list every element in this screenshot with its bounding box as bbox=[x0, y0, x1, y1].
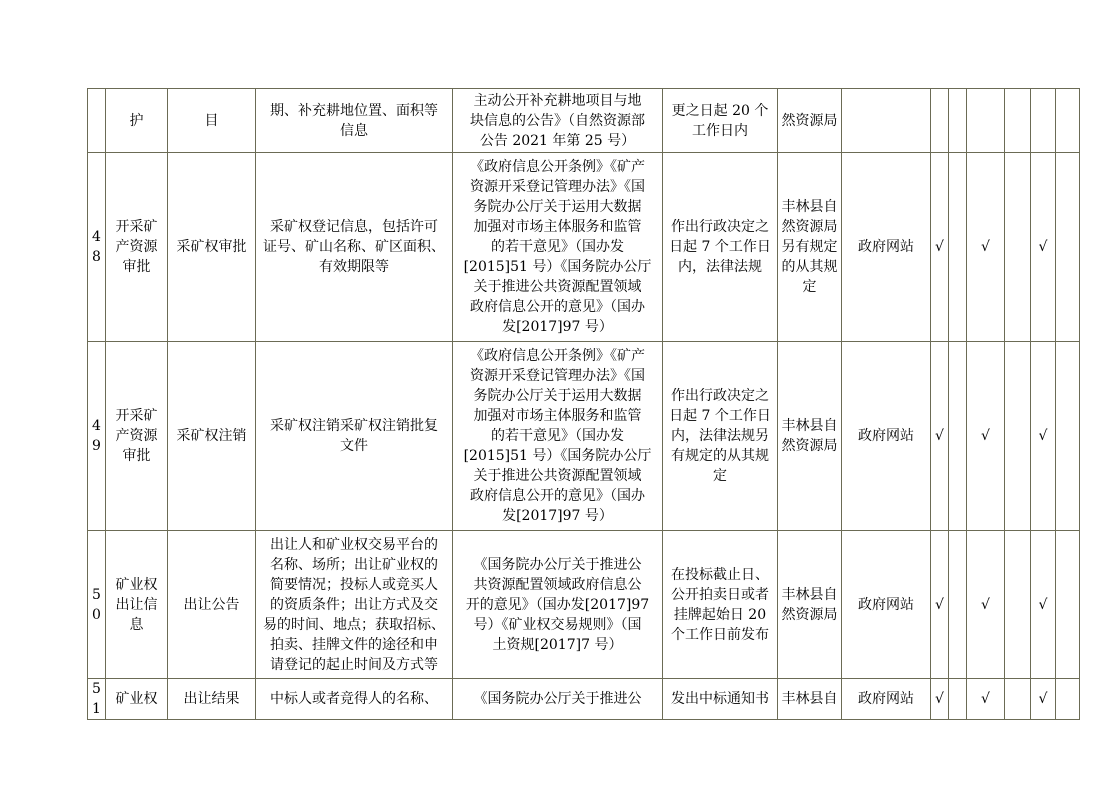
content-cell: 采矿权注销采矿权注销批复 文件 bbox=[256, 342, 453, 531]
subject-cell: 丰林县自 然资源局 bbox=[778, 342, 842, 531]
basis-cell: 《国务院办公厅关于推进公 共资源配置领域政府信息公 开的意见》（国办发[2017]97 号）《矿业权交易规则》（国 土资规[2017]7 号） bbox=[453, 531, 663, 679]
check-cell-5: √ bbox=[1031, 531, 1056, 679]
item-cell: 采矿权注销 bbox=[168, 342, 256, 531]
category-cell: 护 bbox=[106, 89, 168, 153]
check-cell-6 bbox=[1056, 531, 1080, 679]
content-cell: 中标人或者竞得人的名称、 bbox=[256, 679, 453, 720]
table-row bbox=[88, 342, 1080, 531]
time-limit-cell: 在投标截止日、 公开拍卖日或者 挂牌起始日 20 个工作日前发布 bbox=[663, 531, 778, 679]
category-cell: 开采矿 产资源 审批 bbox=[106, 153, 168, 342]
basis-cell: 主动公开补充耕地项目与地 块信息的公告》（自然资源部 公告 2021 年第 25 号） bbox=[453, 89, 663, 153]
row-number: 50 bbox=[88, 531, 106, 679]
channel-cell: 政府网站 bbox=[842, 342, 931, 531]
table-row bbox=[88, 679, 1080, 720]
basis-cell: 《政府信息公开条例》《矿产 资源开采登记管理办法》《国 务院办公厅关于运用大数据 加强对市场主体服务和监管 的若干意见》（国办发 [2015]51 号）《国务院办公厅 关于推进公共资源配置领域 政府信息公开的意见》（国办 发[2017]97 号） bbox=[453, 342, 663, 531]
subject-cell: 然资源局 bbox=[778, 89, 842, 153]
subject-cell: 丰林县自 bbox=[778, 679, 842, 720]
check-cell-6 bbox=[1056, 89, 1080, 153]
check-cell-4 bbox=[1005, 679, 1031, 720]
row-number: 51 bbox=[88, 679, 106, 720]
check-cell-4 bbox=[1005, 89, 1031, 153]
item-cell: 目 bbox=[168, 89, 256, 153]
check-cell-1: √ bbox=[931, 679, 949, 720]
check-cell-4 bbox=[1005, 153, 1031, 342]
time-limit-cell: 作出行政决定之 日起 7 个工作日 内，法律法规 bbox=[663, 153, 778, 342]
row-number bbox=[88, 89, 106, 153]
subject-cell: 丰林县自 然资源局 bbox=[778, 531, 842, 679]
channel-cell: 政府网站 bbox=[842, 153, 931, 342]
content-cell: 采矿权登记信息，包括许可 证号、矿山名称、矿区面积、 有效期限等 bbox=[256, 153, 453, 342]
time-limit-cell: 更之日起 20 个 工作日内 bbox=[663, 89, 778, 153]
category-cell: 矿业权 出让信 息 bbox=[106, 531, 168, 679]
row-number: 48 bbox=[88, 153, 106, 342]
check-cell-3 bbox=[967, 89, 1005, 153]
category-cell: 开采矿 产资源 审批 bbox=[106, 342, 168, 531]
check-cell-3: √ bbox=[967, 153, 1005, 342]
check-cell-2 bbox=[949, 531, 967, 679]
check-cell-2 bbox=[949, 153, 967, 342]
check-cell-3: √ bbox=[967, 342, 1005, 531]
check-cell-6 bbox=[1056, 342, 1080, 531]
check-cell-4 bbox=[1005, 531, 1031, 679]
check-cell-2 bbox=[949, 342, 967, 531]
channel-cell: 政府网站 bbox=[842, 531, 931, 679]
time-limit-cell: 作出行政决定之 日起 7 个工作日 内，法律法规另 有规定的从其规 定 bbox=[663, 342, 778, 531]
check-cell-5: √ bbox=[1031, 342, 1056, 531]
check-cell-5 bbox=[1031, 89, 1056, 153]
time-limit-cell: 发出中标通知书 bbox=[663, 679, 778, 720]
check-cell-1 bbox=[931, 89, 949, 153]
check-cell-1: √ bbox=[931, 342, 949, 531]
channel-cell: 政府网站 bbox=[842, 679, 931, 720]
check-cell-6 bbox=[1056, 679, 1080, 720]
check-cell-5: √ bbox=[1031, 679, 1056, 720]
check-cell-2 bbox=[949, 679, 967, 720]
check-cell-3: √ bbox=[967, 531, 1005, 679]
table-row bbox=[88, 153, 1080, 342]
item-cell: 出让公告 bbox=[168, 531, 256, 679]
table-row bbox=[88, 531, 1080, 679]
item-cell: 采矿权审批 bbox=[168, 153, 256, 342]
table-row bbox=[88, 89, 1080, 153]
row-number: 49 bbox=[88, 342, 106, 531]
content-cell: 出让人和矿业权交易平台的 名称、场所；出让矿业权的 简要情况；投标人或竞买人 的资质条件；出让方式及交 易的时间、地点；获取招标、 拍卖、挂牌文件的途径和申 请登记的起止时间及方式等 bbox=[256, 531, 453, 679]
subject-cell: 丰林县自 然资源局 另有规定 的从其规 定 bbox=[778, 153, 842, 342]
check-cell-1: √ bbox=[931, 153, 949, 342]
check-cell-3: √ bbox=[967, 679, 1005, 720]
content-cell: 期、补充耕地位置、面积等 信息 bbox=[256, 89, 453, 153]
check-cell-2 bbox=[949, 89, 967, 153]
item-cell: 出让结果 bbox=[168, 679, 256, 720]
channel-cell bbox=[842, 89, 931, 153]
disclosure-table bbox=[87, 88, 1080, 720]
basis-cell: 《政府信息公开条例》《矿产 资源开采登记管理办法》《国 务院办公厅关于运用大数据 加强对市场主体服务和监管 的若干意见》（国办发 [2015]51 号）《国务院办公厅 关于推进公共资源配置领域 政府信息公开的意见》（国办 发[2017]97 号） bbox=[453, 153, 663, 342]
category-cell: 矿业权 bbox=[106, 679, 168, 720]
check-cell-5: √ bbox=[1031, 153, 1056, 342]
check-cell-6 bbox=[1056, 153, 1080, 342]
check-cell-4 bbox=[1005, 342, 1031, 531]
basis-cell: 《国务院办公厅关于推进公 bbox=[453, 679, 663, 720]
check-cell-1: √ bbox=[931, 531, 949, 679]
